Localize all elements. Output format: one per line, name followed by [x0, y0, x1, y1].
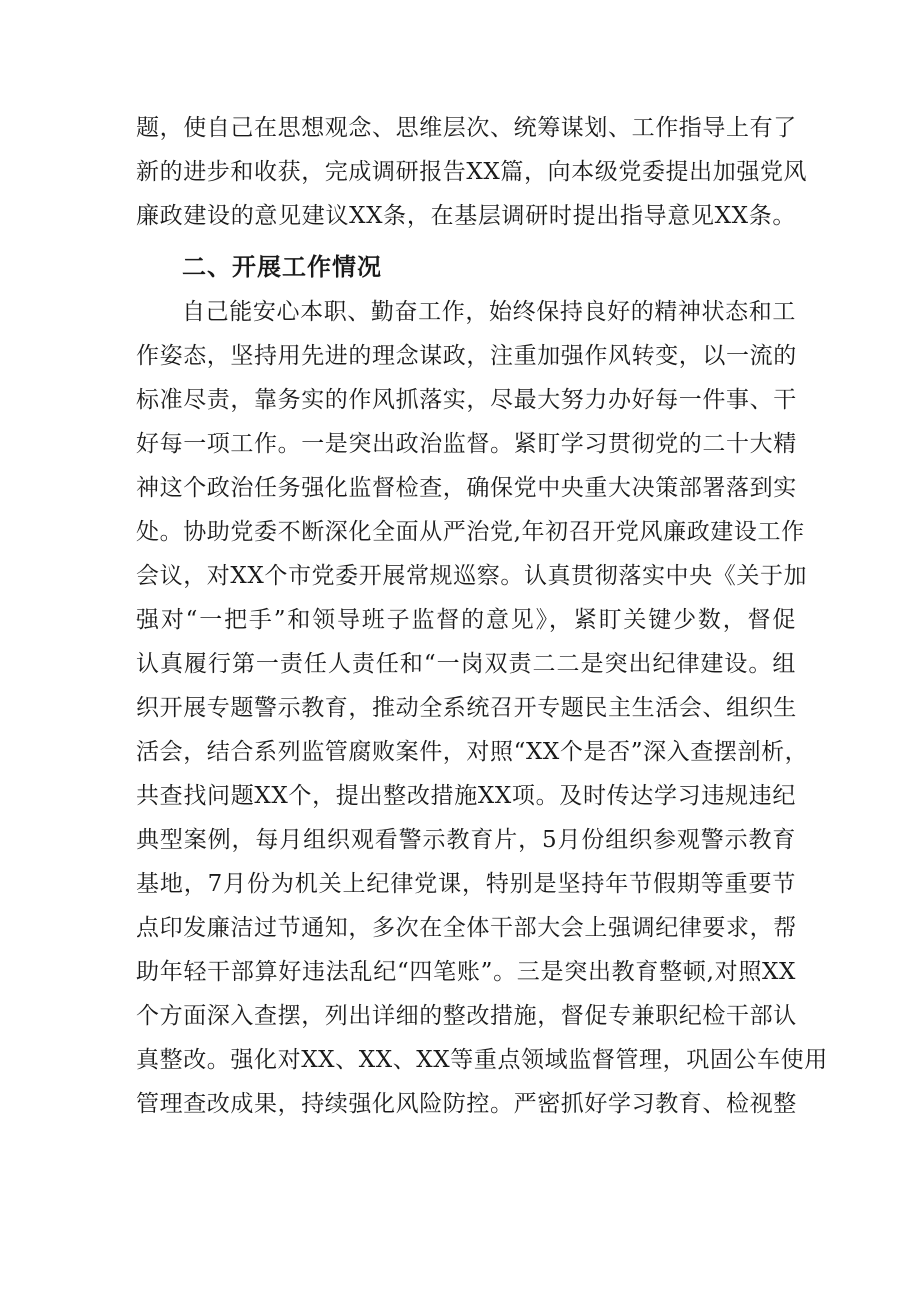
- paragraph-line: 真整改。强化对XX、XX、XX等重点领域监督管理，巩固公车使用: [136, 1047, 828, 1073]
- paragraph-line: 活会，结合系列监管腐败案件，对照“XX个是否”深入查摆剖析，: [136, 739, 809, 765]
- paragraph-line: 管理查改成果，持续强化风险防控。严密抓好学习教育、检视整: [136, 1091, 797, 1117]
- paragraph-line: 好每一项工作。一是突出政治监督。紧盯学习贯彻党的二十大精: [136, 431, 797, 457]
- paragraph-line: 神这个政治任务强化监督检查，确保党中央重大决策部署落到实: [136, 475, 797, 501]
- section-heading: 二、开展工作情况: [182, 253, 382, 281]
- paragraph-line: 处。协助党委不断深化全面从严治党,年初召开党风廉政建设工作: [136, 519, 805, 545]
- paragraph-line: 共查找问题XX个，提出整改措施XX项。及时传达学习违规违纪: [136, 783, 796, 809]
- paragraph-line: 个方面深入查摆，列出详细的整改措施，督促专兼职纪检干部认: [136, 1003, 797, 1029]
- paragraph-line: 会议，对XX个市党委开展常规巡察。认真贯彻落实中央《关于加: [136, 563, 808, 589]
- paragraph-line: 自己能安心本职、勤奋工作，始终保持良好的精神状态和工: [182, 299, 796, 325]
- paragraph-line: 作姿态，坚持用先进的理念谋政，注重加强作风转变，以一流的: [136, 343, 797, 369]
- paragraph-line: 廉政建设的意见建议XX条，在基层调研时提出指导意见XX条。: [136, 203, 796, 229]
- paragraph-line: 基地，7月份为机关上纪律党课，特别是坚持年节假期等重要节: [136, 871, 796, 897]
- paragraph-line: 认真履行第一责任人责任和“一岗双责二二是突出纪律建设。组: [136, 651, 796, 677]
- paragraph-line: 典型案例，每月组织观看警示教育片，5月份组织参观警示教育: [136, 827, 796, 853]
- paragraph-line: 新的进步和收获，完成调研报告XX篇，向本级党委提出加强党风: [136, 159, 808, 185]
- paragraph-line: 标准尽责，靠务实的作风抓落实，尽最大努力办好每一件事、干: [136, 387, 797, 413]
- paragraph-line: 助年轻干部算好违法乱纪“四笔账”。三是突出教育整顿,对照XX: [136, 959, 796, 985]
- paragraph-line: 题，使自己在思想观念、思维层次、统筹谋划、工作指导上有了: [136, 115, 797, 141]
- paragraph-line: 强对“一把手”和领导班子监督的意见》，紧盯关键少数，督促: [136, 607, 796, 633]
- paragraph-line: 点印发廉洁过节通知，多次在全体干部大会上强调纪律要求，帮: [136, 915, 797, 941]
- paragraph-line: 织开展专题警示教育，推动全系统召开专题民主生活会、组织生: [136, 695, 797, 721]
